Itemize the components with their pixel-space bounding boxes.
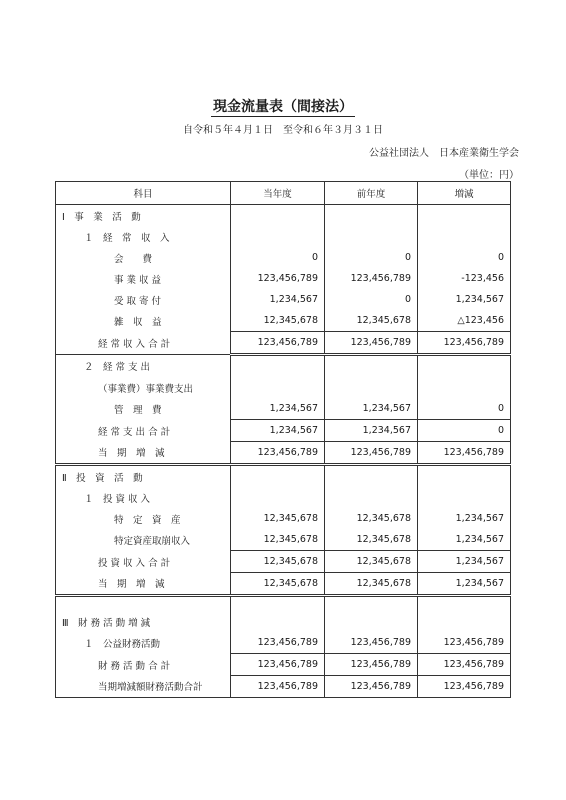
row-label: 経 常 支 出 合 計: [56, 420, 231, 442]
value-prior-year: 123,456,789: [325, 676, 418, 698]
table-row: [56, 377, 511, 398]
table-row: [56, 654, 511, 676]
value-change: -123,456: [418, 268, 511, 289]
value-current-year: 123,456,789: [231, 332, 325, 355]
table-row: [56, 268, 511, 289]
value-prior-year: 12,345,678: [325, 573, 418, 596]
value-current-year: 0: [231, 247, 325, 268]
row-label: 投 資 収 入 合 計: [56, 551, 231, 573]
value-current-year: 1,234,567: [231, 398, 325, 420]
table-row: [56, 529, 511, 551]
row-label: 当 期 増 減: [56, 573, 231, 596]
value-prior-year: [325, 355, 418, 378]
value-change: 123,456,789: [418, 442, 511, 465]
column-header-current-year: 当年度: [231, 182, 325, 205]
row-label: 経 常 収 入 合 計: [56, 332, 231, 355]
column-header-change: 増減: [418, 182, 511, 205]
value-change: 1,234,567: [418, 289, 511, 310]
row-label: 雑 収 益: [56, 310, 231, 332]
value-prior-year: 12,345,678: [325, 529, 418, 551]
row-label: 管 理 費: [56, 398, 231, 420]
value-change: 1,234,567: [418, 551, 511, 573]
value-change: △123,456: [418, 310, 511, 332]
row-label: １ 公益財務活動: [56, 632, 231, 654]
table-row: [56, 205, 511, 227]
value-prior-year: 1,234,567: [325, 420, 418, 442]
table-row: [56, 420, 511, 442]
table-row: [56, 442, 511, 465]
row-label: Ⅰ 事 業 活 動: [56, 205, 231, 227]
value-change: [418, 226, 511, 247]
value-prior-year: [325, 377, 418, 398]
value-prior-year: 123,456,789: [325, 632, 418, 654]
value-current-year: 12,345,678: [231, 551, 325, 573]
report-period: 自令和５年４月１日 至令和６年３月３１日: [183, 125, 383, 136]
value-current-year: 123,456,789: [231, 268, 325, 289]
table-row: [56, 596, 511, 612]
table-row: [56, 632, 511, 654]
financial-statement-table: [55, 181, 511, 698]
table-row: [56, 332, 511, 355]
row-label: 受 取 寄 付: [56, 289, 231, 310]
row-label: 特 定 資 産: [56, 508, 231, 529]
value-prior-year: [325, 226, 418, 247]
value-current-year: [231, 205, 325, 227]
table-row: [56, 289, 511, 310]
value-change: [418, 355, 511, 378]
value-current-year: 12,345,678: [231, 573, 325, 596]
value-change: 123,456,789: [418, 332, 511, 355]
table-row: [56, 355, 511, 378]
table-row: [56, 611, 511, 632]
organization-name: 公益社団法人 日本産業衛生学会: [369, 148, 519, 159]
value-current-year: [231, 596, 325, 612]
value-prior-year: 12,345,678: [325, 551, 418, 573]
value-prior-year: 0: [325, 289, 418, 310]
row-label: 事 業 収 益: [56, 268, 231, 289]
row-label: １ 経 常 収 入: [56, 226, 231, 247]
row-label: 特定資産取崩収入: [56, 529, 231, 551]
value-prior-year: 123,456,789: [325, 268, 418, 289]
value-current-year: 1,234,567: [231, 289, 325, 310]
row-label: 当期増減額財務活動合計: [56, 676, 231, 698]
value-current-year: 123,456,789: [231, 654, 325, 676]
row-label: 当 期 増 減: [56, 442, 231, 465]
table-row: [56, 487, 511, 508]
table-row: [56, 551, 511, 573]
row-label: ２ 経 常 支 出: [56, 355, 231, 378]
value-change: 123,456,789: [418, 654, 511, 676]
value-current-year: [231, 487, 325, 508]
value-current-year: 1,234,567: [231, 420, 325, 442]
value-prior-year: 12,345,678: [325, 310, 418, 332]
value-current-year: 123,456,789: [231, 676, 325, 698]
column-header-account: 科目: [56, 182, 231, 205]
value-prior-year: [325, 205, 418, 227]
value-current-year: 123,456,789: [231, 442, 325, 465]
value-change: [418, 487, 511, 508]
value-change: 1,234,567: [418, 508, 511, 529]
value-prior-year: [325, 596, 418, 612]
value-prior-year: 123,456,789: [325, 332, 418, 355]
table-row: [56, 247, 511, 268]
value-current-year: 123,456,789: [231, 632, 325, 654]
value-change: 0: [418, 247, 511, 268]
value-change: 1,234,567: [418, 529, 511, 551]
row-label: Ⅱ 投 資 活 動: [56, 465, 231, 488]
value-change: 1,234,567: [418, 573, 511, 596]
value-change: [418, 465, 511, 488]
row-label: 財 務 活 動 合 計: [56, 654, 231, 676]
value-prior-year: [325, 611, 418, 632]
value-current-year: [231, 611, 325, 632]
table-body: [56, 205, 511, 698]
value-current-year: [231, 377, 325, 398]
table-row: [56, 398, 511, 420]
table-row: [56, 508, 511, 529]
row-label: １ 投 資 収 入: [56, 487, 231, 508]
value-current-year: [231, 226, 325, 247]
value-change: 123,456,789: [418, 632, 511, 654]
report-title: [0, 96, 566, 116]
table-header-row: [56, 182, 511, 205]
currency-unit: （単位：円）: [459, 170, 519, 181]
row-label: 会 費: [56, 247, 231, 268]
value-prior-year: 123,456,789: [325, 654, 418, 676]
table-row: [56, 310, 511, 332]
column-header-prior-year: 前年度: [325, 182, 418, 205]
table-row: [56, 465, 511, 488]
value-current-year: [231, 465, 325, 488]
value-current-year: 12,345,678: [231, 529, 325, 551]
value-current-year: 12,345,678: [231, 310, 325, 332]
value-change: [418, 377, 511, 398]
value-change: 0: [418, 398, 511, 420]
value-prior-year: 0: [325, 247, 418, 268]
value-change: 0: [418, 420, 511, 442]
row-label: [56, 596, 231, 612]
value-prior-year: [325, 465, 418, 488]
value-current-year: 12,345,678: [231, 508, 325, 529]
row-label: （事業費）事業費支出: [56, 377, 231, 398]
value-change: 123,456,789: [418, 676, 511, 698]
table-row: [56, 573, 511, 596]
row-label: Ⅲ 財 務 活 動 増 減: [56, 611, 231, 632]
value-change: [418, 205, 511, 227]
table-row: [56, 226, 511, 247]
value-prior-year: 123,456,789: [325, 442, 418, 465]
value-change: [418, 596, 511, 612]
value-prior-year: 12,345,678: [325, 508, 418, 529]
value-change: [418, 611, 511, 632]
report-title-text: 現金流量表（間接法）: [213, 99, 353, 115]
value-prior-year: [325, 487, 418, 508]
value-prior-year: 1,234,567: [325, 398, 418, 420]
value-current-year: [231, 355, 325, 378]
table-row: [56, 676, 511, 698]
